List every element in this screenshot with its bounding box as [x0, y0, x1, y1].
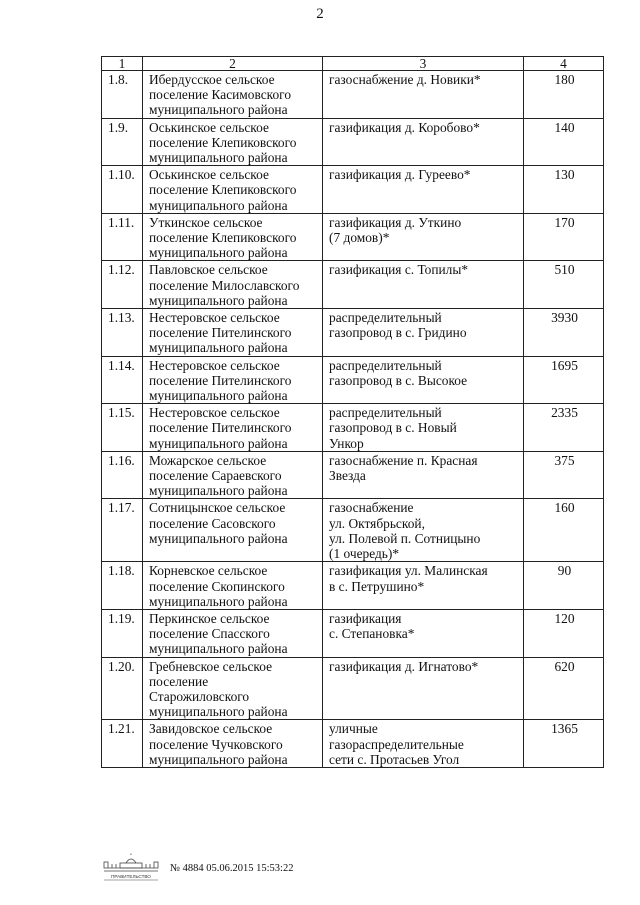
row-number-cell: 1.14.: [102, 356, 143, 404]
document-table: [101, 56, 604, 768]
settlement-name-cell: [143, 309, 323, 357]
amount-cell: 3930: [524, 309, 604, 357]
settlement-name-line: муниципального района: [149, 704, 288, 720]
table-row: [102, 657, 604, 720]
gas-object-cell: [323, 309, 524, 357]
gas-object-line: газоснабжение п. Красная: [329, 452, 478, 468]
table-row: [102, 356, 604, 404]
settlement-name-cell: [143, 213, 323, 261]
amount-cell: 2335: [524, 404, 604, 452]
gas-object-line: газопровод в с. Новый: [329, 420, 457, 436]
settlement-name-cell: [143, 562, 323, 610]
gas-object-line: ул. Октябрьской,: [329, 515, 425, 531]
settlement-name-line: муниципального района: [149, 435, 288, 451]
gas-object-line: в с. Петрушино*: [329, 578, 425, 594]
stamp-caption: ПРАВИТЕЛЬСТВО: [111, 874, 151, 879]
settlement-name-line: Нестеровское сельское: [149, 310, 280, 326]
gas-object-line: распределительный: [329, 405, 442, 421]
gas-object-cell: [323, 451, 524, 499]
settlement-name-line: Корневское сельское: [149, 563, 268, 579]
settlement-name-cell: [143, 609, 323, 657]
settlement-name-cell: [143, 166, 323, 214]
header-cell-4: 4: [524, 57, 604, 71]
settlement-name-line: муниципального района: [149, 641, 288, 657]
table-row: [102, 166, 604, 214]
row-number-cell: 1.18.: [102, 562, 143, 610]
gas-object-cell: [323, 499, 524, 562]
document-registration-stamp: № 4884 05.06.2015 15:53:22: [170, 863, 294, 874]
table-row: [102, 720, 604, 768]
gas-object-cell: [323, 404, 524, 452]
settlement-name-line: поселение Скопинского: [149, 578, 285, 594]
row-number-cell: 1.15.: [102, 404, 143, 452]
settlement-name-line: муниципального района: [149, 388, 288, 404]
table-row: [102, 71, 604, 119]
settlement-name-line: поселение Милославского: [149, 277, 300, 293]
gas-object-cell: [323, 213, 524, 261]
settlement-name-line: поселение Клепиковского: [149, 182, 297, 198]
settlement-name-line: муниципального района: [149, 292, 288, 308]
row-number-cell: 1.11.: [102, 213, 143, 261]
settlement-name-line: муниципального района: [149, 340, 288, 356]
gas-object-line: газификация д. Коробово*: [329, 119, 480, 135]
settlement-name-line: Ибердусское сельское: [149, 72, 275, 87]
gas-object-line: газификация д. Игнатово*: [329, 658, 479, 674]
gas-object-line: газоснабжение д. Новики*: [329, 72, 481, 87]
header-cell-1: 1: [102, 57, 143, 71]
gas-object-cell: [323, 562, 524, 610]
gas-object-cell: [323, 166, 524, 214]
table-row: [102, 261, 604, 309]
amount-cell: 180: [524, 71, 604, 119]
row-number-cell: 1.16.: [102, 451, 143, 499]
table-row: [102, 213, 604, 261]
table-row: [102, 451, 604, 499]
settlement-name-cell: [143, 720, 323, 768]
gas-object-line: Ункор: [329, 435, 364, 451]
settlement-name-line: поселение Пителинского: [149, 372, 292, 388]
table-row: [102, 404, 604, 452]
amount-cell: 510: [524, 261, 604, 309]
settlement-name-line: Сотницынское сельское: [149, 500, 286, 516]
settlement-name-cell: [143, 499, 323, 562]
gas-object-line: с. Степановка*: [329, 626, 415, 642]
gas-object-line: газификация с. Топилы*: [329, 262, 469, 278]
gas-object-line: газификация д. Уткино: [329, 214, 462, 230]
settlement-name-line: муниципального района: [149, 751, 288, 767]
settlement-name-line: Оськинское сельское: [149, 167, 269, 183]
government-building-stamp-icon: [100, 853, 162, 883]
table-row: [102, 609, 604, 657]
settlement-name-line: Нестеровское сельское: [149, 405, 280, 421]
gas-object-line: ул. Полевой п. Сотницыно: [329, 530, 481, 546]
row-number-cell: 1.8.: [102, 71, 143, 119]
table-row: [102, 562, 604, 610]
settlement-name-line: поселение Пителинского: [149, 420, 292, 436]
settlement-name-line: муниципального района: [149, 530, 288, 546]
settlement-name-line: Перкинское сельское: [149, 610, 270, 626]
gas-object-line: газораспределительные: [329, 736, 464, 752]
gas-object-line: распределительный: [329, 310, 442, 326]
gas-object-cell: [323, 720, 524, 768]
amount-cell: 130: [524, 166, 604, 214]
page-number: 2: [316, 6, 324, 22]
settlement-name-cell: [143, 118, 323, 166]
row-number-cell: 1.10.: [102, 166, 143, 214]
settlement-name-line: поселение Касимовского: [149, 87, 292, 103]
settlement-name-line: Гребневское сельское: [149, 658, 273, 674]
gas-object-cell: [323, 261, 524, 309]
settlement-name-line: поселение Спасского: [149, 626, 270, 642]
gas-object-cell: [323, 657, 524, 720]
settlement-name-line: поселение Клепиковского: [149, 230, 297, 246]
table-row: [102, 118, 604, 166]
settlement-name-line: Нестеровское сельское: [149, 357, 280, 373]
settlement-name-line: Можарское сельское: [149, 452, 267, 468]
table-body: [102, 57, 604, 768]
row-number-cell: 1.19.: [102, 609, 143, 657]
amount-cell: 90: [524, 562, 604, 610]
header-cell-3: 3: [323, 57, 524, 71]
row-number-cell: 1.21.: [102, 720, 143, 768]
gas-object-line: (7 домов)*: [329, 230, 390, 246]
table-row: [102, 499, 604, 562]
gas-object-line: газопровод в с. Гридино: [329, 325, 467, 341]
amount-cell: 170: [524, 213, 604, 261]
header-cell-2: 2: [143, 57, 323, 71]
amount-cell: 620: [524, 657, 604, 720]
gas-object-line: газоснабжение: [329, 500, 414, 516]
amount-cell: 160: [524, 499, 604, 562]
settlement-name-line: Завидовское сельское: [149, 721, 273, 737]
gas-object-line: газификация д. Гуреево*: [329, 167, 471, 183]
row-number-cell: 1.9.: [102, 118, 143, 166]
settlement-name-line: муниципального района: [149, 150, 288, 166]
gas-object-line: газопровод в с. Высокое: [329, 372, 468, 388]
gas-object-line: (1 очередь)*: [329, 546, 400, 562]
gas-object-line: уличные: [329, 721, 378, 737]
settlement-name-line: поселение Сараевского: [149, 468, 282, 484]
gas-object-line: распределительный: [329, 357, 442, 373]
row-number-cell: 1.13.: [102, 309, 143, 357]
settlement-name-line: поселение: [149, 673, 209, 689]
table-header-row: [102, 57, 604, 71]
gas-object-cell: [323, 71, 524, 119]
settlement-name-line: муниципального района: [149, 593, 288, 609]
gas-object-line: газификация: [329, 610, 402, 626]
gas-object-cell: [323, 118, 524, 166]
amount-cell: 140: [524, 118, 604, 166]
settlement-name-cell: [143, 404, 323, 452]
settlement-name-line: муниципального района: [149, 197, 288, 213]
settlement-name-line: Уткинское сельское: [149, 214, 263, 230]
amount-cell: 375: [524, 451, 604, 499]
gas-object-line: Звезда: [329, 468, 366, 484]
row-number-cell: 1.17.: [102, 499, 143, 562]
settlement-name-cell: [143, 71, 323, 119]
settlement-name-line: поселение Пителинского: [149, 325, 292, 341]
amount-cell: 1695: [524, 356, 604, 404]
row-number-cell: 1.20.: [102, 657, 143, 720]
settlement-name-cell: [143, 451, 323, 499]
amount-cell: 1365: [524, 720, 604, 768]
settlement-name-line: поселение Сасовского: [149, 515, 276, 531]
gas-object-line: газификация ул. Малинская: [329, 563, 488, 579]
table-row: [102, 309, 604, 357]
settlement-name-line: поселение Чучковского: [149, 736, 283, 752]
settlement-name-line: Старожиловского: [149, 688, 250, 704]
gas-object-cell: [323, 609, 524, 657]
gas-object-cell: [323, 356, 524, 404]
settlement-name-line: муниципального района: [149, 483, 288, 499]
gas-object-line: сети с. Протасьев Угол: [329, 751, 460, 767]
settlement-name-cell: [143, 261, 323, 309]
row-number-cell: 1.12.: [102, 261, 143, 309]
settlement-name-cell: [143, 657, 323, 720]
settlement-name-line: муниципального района: [149, 102, 288, 118]
settlement-name-cell: [143, 356, 323, 404]
settlement-name-line: Павловское сельское: [149, 262, 268, 278]
settlement-name-line: Оськинское сельское: [149, 119, 269, 135]
amount-cell: 120: [524, 609, 604, 657]
settlement-name-line: поселение Клепиковского: [149, 134, 297, 150]
settlement-name-line: муниципального района: [149, 245, 288, 261]
